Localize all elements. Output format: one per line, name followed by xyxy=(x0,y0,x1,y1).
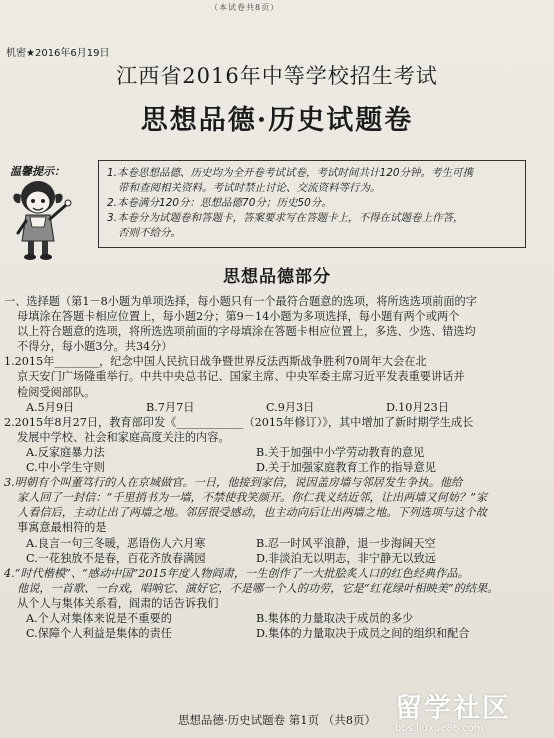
option-c: C.中小学生守则 xyxy=(26,461,105,475)
notice-line: 1.本卷思想品德、历史均为全开卷考试试卷，考试时间共计120分钟。考生可携 xyxy=(107,167,474,179)
paper-title: 思想品德·历史试题卷 xyxy=(140,105,414,136)
question-2-options-row xyxy=(4,460,534,475)
exam-title: 江西省2016年中等学校招生考试 xyxy=(116,64,438,88)
watermark-url: bbs.liuxue86.com xyxy=(395,723,484,734)
option-d: D.关于加强家庭教育工作的指导意见 xyxy=(256,461,436,475)
option-a: A.良言一句三冬暖，恶语伤人六月寒 xyxy=(26,536,206,550)
notice-line: 2.本卷满分120分：思想品德70分；历史50分。 xyxy=(107,197,332,209)
question-4-line: 4.“时代楷模”、“感动中国”2015年度人物阎肃，一生创作了一大批脍炙人口的红色经典作品。 xyxy=(4,566,469,580)
notice-line: 否则不给分。 xyxy=(118,227,181,239)
question-2-line: 2.2015年8月27日，教育部印发《____________（2015年修订）》，其中增加了新时期学生成长 xyxy=(4,415,474,429)
question-body xyxy=(4,294,534,641)
instruction-line: 一、选择题（第1－8小题为单项选择，每小题只有一个最符合题意的选项，将所选选项前面的字 xyxy=(4,295,477,308)
question-3-line: 3.明朝有个叫董笃行的人在京城做官。一日，他接到家信，说因盖房墙与邻居发生争执。他给 xyxy=(4,476,463,490)
question-1-line: 京天安门广场隆重举行。中共中央总书记、国家主席、中央军委主席习近平发表重要讲话并 xyxy=(17,370,465,384)
question-3-line: 事寓意最相符的是 xyxy=(17,521,107,535)
notice-line: 3.本卷分为试题卷和答题卡，答案要求写在答题卡上，不得在试题卷上作答， xyxy=(107,212,464,224)
notice-line: 带和查阅相关资料。考试时禁止讨论、交流资料等行为。 xyxy=(118,182,381,194)
question-4-line: 从个人与集体关系看，阎肃的话告诉我们 xyxy=(17,596,219,610)
question-3-line: 家人回了一封信：“千里捎书为一墙，不禁使我笑颜开。你仁我义结近邻，让出两墙又何妨？”家 xyxy=(17,491,488,505)
question-1-line: 检阅受阅部队。 xyxy=(17,385,96,399)
girl-mascot-illustration xyxy=(8,175,86,263)
option-d: D.集体的力量取决于成员之间的组织和配合 xyxy=(256,627,470,641)
top-note: （本试卷共8页） xyxy=(210,3,280,12)
instruction-line: 不得分，每小题3分。共34分） xyxy=(17,340,173,354)
question-2-line: 发展中学校、社会和家庭高度关注的内容。 xyxy=(17,430,230,444)
instruction-line: 母填涂在答题卡相应位置上，每小题2分；第9－14小题为多项选择，每小题有两个或两个 xyxy=(17,310,460,324)
question-1-line: 1.2015年________，纪念中国人民抗日战争暨世界反法西斯战争胜利70周年大会在北 xyxy=(4,355,427,369)
option-c: C.9月3日 xyxy=(266,400,315,414)
notice-box xyxy=(98,160,526,248)
instruction-line: 以上符合题意的选项，将所选选项前面的字母填涂在答题卡相应位置上，多选、少选、错选均 xyxy=(17,325,476,339)
option-a: A.5月9日 xyxy=(26,400,75,414)
question-2-options-row xyxy=(4,445,534,460)
option-d: D.10月23日 xyxy=(386,400,449,414)
option-b: B.忍一时风平浪静，退一步海阔天空 xyxy=(256,536,436,550)
watermark-logo: 留学社区 xyxy=(395,693,511,724)
confidential-date: 机密★2016年6月19日 xyxy=(6,48,110,59)
question-3-line: 人看信后，主动让出了两墙之地。邻居很受感动，也主动向后让出两墙之地。下列选项与这个故 xyxy=(17,506,487,520)
question-4-line: 他说，一首歌、一台戏，唱响它、演好它，不是哪一个人的功劳，它是“红花绿叶相映美”的结果。 xyxy=(17,581,499,595)
page-footer: 思想品德·历史试题卷 第1页 （共8页） xyxy=(177,713,377,727)
option-a: A.个人对集体来说是不重要的 xyxy=(26,611,172,625)
option-c: C.一花独放不是春，百花齐放春满园 xyxy=(26,551,206,565)
option-b: B.集体的力量取决于成员的多少 xyxy=(256,611,414,625)
question-3-options-row xyxy=(4,551,534,566)
option-b: B.关于加强中小学劳动教育的意见 xyxy=(256,445,425,459)
question-4-options-row xyxy=(4,626,534,641)
question-1-options xyxy=(4,400,534,415)
notice-label: 温馨提示： xyxy=(10,165,65,178)
option-a: A.反家庭暴力法 xyxy=(26,445,105,459)
option-c: C.保障个人利益是集体的责任 xyxy=(26,627,172,641)
question-3-options-row xyxy=(4,536,534,551)
question-4-options-row xyxy=(4,611,534,626)
section-title: 思想品德部分 xyxy=(223,267,331,287)
option-d: D.非淡泊无以明志，非宁静无以致远 xyxy=(256,551,436,565)
option-b: B.7月7日 xyxy=(146,400,195,414)
watermark xyxy=(395,686,511,734)
